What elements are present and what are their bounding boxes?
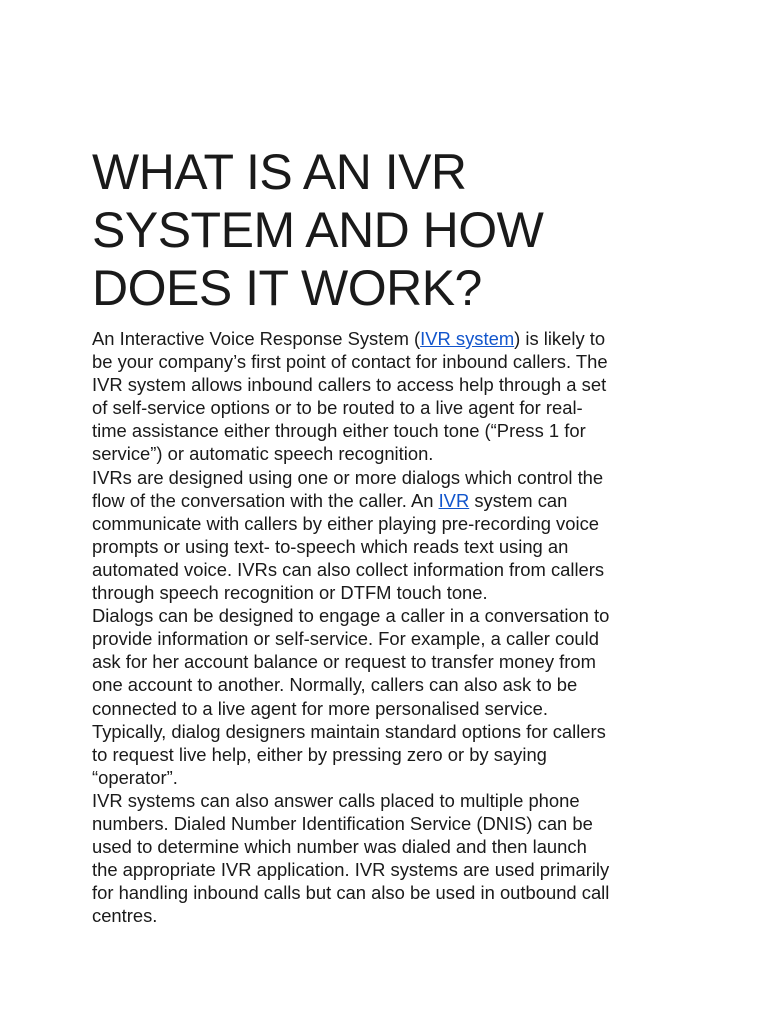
text-line: the appropriate IVR application. IVR systems are used primarily — [92, 859, 610, 881]
text-line: service”) or automatic speech recognition. — [92, 443, 434, 465]
paragraph-ivr-intro — [92, 327, 692, 466]
text-line: one account to another. Normally, callers can also ask to be — [92, 674, 578, 696]
paragraph-dnis — [92, 789, 692, 928]
title-line: DOES IT WORK? — [92, 260, 482, 316]
text-line: Typically, dialog designers maintain standard options for callers — [92, 720, 606, 742]
title-line: WHAT IS AN IVR — [92, 144, 467, 200]
title-line: SYSTEM AND HOW — [92, 202, 544, 258]
text-line: used to determine which number was dialed and then launch — [92, 836, 587, 858]
text-line: connected to a live agent for more personalised service. — [92, 697, 548, 719]
text-line: IVR systems can also answer calls placed to multiple phone — [92, 789, 580, 811]
text-line: be your company’s first point of contact for inbound callers. The — [92, 351, 608, 373]
text-line — [92, 489, 692, 512]
text-span: flow of the conversation with the caller. An — [92, 489, 439, 511]
text-line: for handling inbound calls but can also be used in outbound call — [92, 882, 610, 904]
text-span: system can — [469, 489, 568, 511]
text-line: of self-service options or to be routed to a live agent for real- — [92, 397, 583, 419]
text-line: centres. — [92, 905, 158, 927]
text-line: IVR system allows inbound callers to access help through a set — [92, 374, 607, 396]
ivr-link[interactable]: IVR — [438, 489, 470, 511]
text-line: communicate with callers by either playing pre-recording voice — [92, 512, 599, 534]
ivr-system-link[interactable]: IVR system — [420, 328, 515, 349]
text-span: ) is likely to — [514, 328, 606, 349]
text-line: “operator”. — [92, 766, 178, 788]
document-title — [92, 143, 692, 317]
text-line: automated voice. IVRs can also collect information from callers — [92, 558, 605, 580]
text-line: through speech recognition or DTFM touch tone. — [92, 582, 488, 604]
text-line: IVRs are designed using one or more dialogs which control the — [92, 466, 604, 488]
text-line: time assistance either through either touch tone (“Press 1 for — [92, 420, 586, 442]
text-line — [92, 327, 692, 350]
paragraph-ivr-dialogs — [92, 466, 692, 605]
text-line: prompts or using text- to-speech which reads text using an — [92, 535, 569, 557]
paragraph-dialog-design — [92, 604, 692, 789]
text-line: provide information or self-service. For example, a caller could — [92, 628, 599, 650]
document-body — [92, 327, 692, 927]
text-line: to request live help, either by pressing zero or by saying — [92, 743, 547, 765]
text-line: numbers. Dialed Number Identification Service (DNIS) can be — [92, 812, 593, 834]
text-span: An Interactive Voice Response System ( — [92, 328, 421, 349]
text-line: Dialogs can be designed to engage a caller in a conversation to — [92, 605, 610, 627]
text-line: ask for her account balance or request to transfer money from — [92, 651, 596, 673]
